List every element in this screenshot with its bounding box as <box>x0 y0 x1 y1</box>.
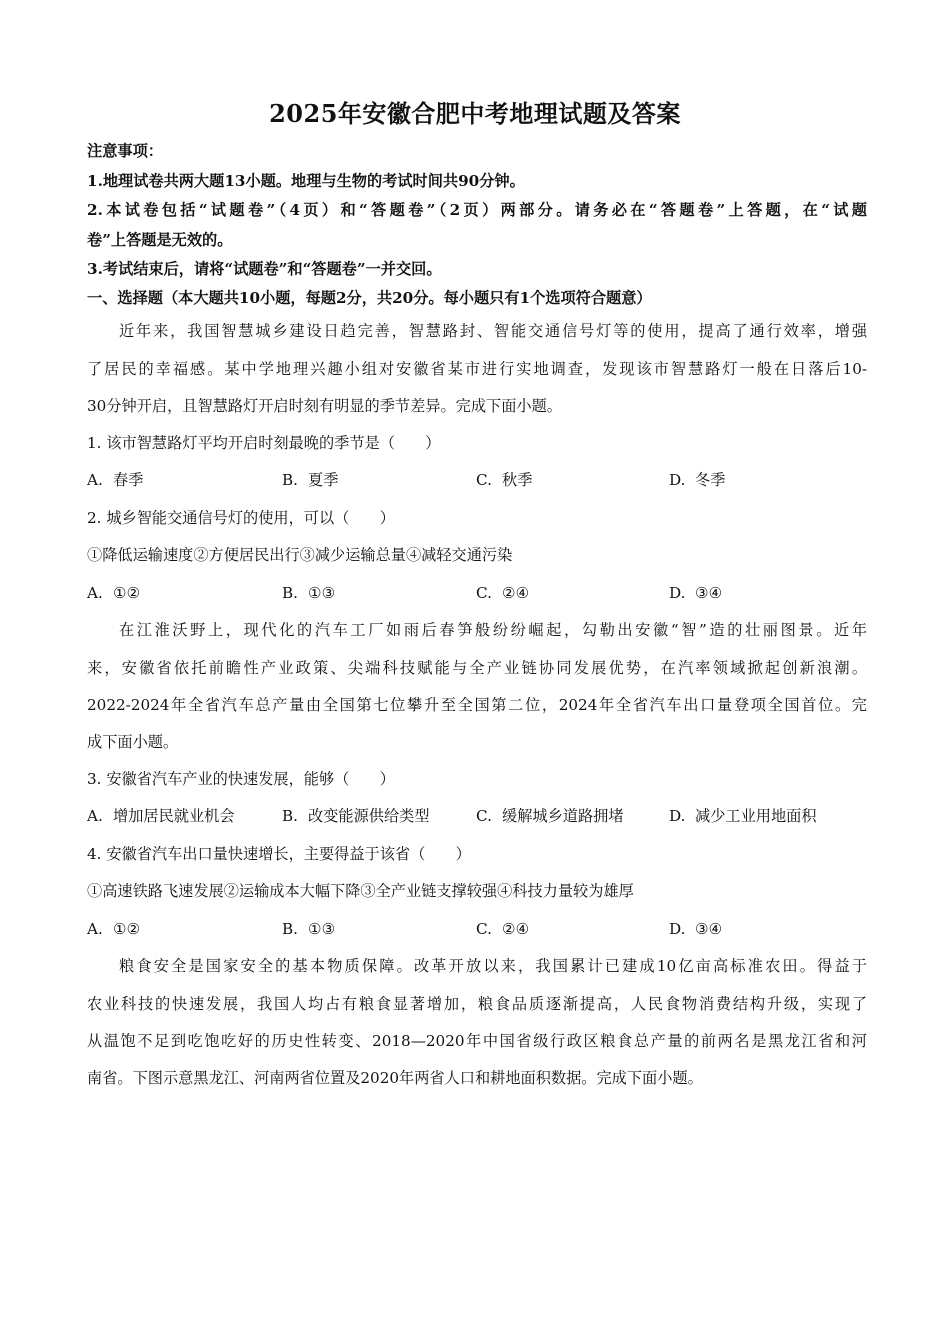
notice-item-2-line-1: 2.本试卷包括“试题卷”（4页）和“答题卷”（2页）两部分。请务必在“答题卷”上答题，在“试题 <box>87 201 867 219</box>
passage-2-line-3: 2022-2024年全省汽车总产量由全国第七位攀升至全国第二位，2024年全省汽车出口量登项全国首位。完 <box>87 696 867 714</box>
option-c: C. 缓解城乡道路拥堵 <box>476 807 624 825</box>
passage-2-line-4: 成下面小题。 <box>87 733 179 751</box>
option-b: B. 夏季 <box>282 471 339 489</box>
option-b: B. 改变能源供给类型 <box>282 807 430 825</box>
question-3-options <box>87 806 867 826</box>
question-1-options <box>87 470 867 490</box>
question-3-stem: 3. 安徽省汽车产业的快速发展，能够（ ） <box>87 770 395 788</box>
question-1-stem: 1. 该市智慧路灯平均开启时刻最晚的季节是（ ） <box>87 434 441 452</box>
option-a: A. 增加居民就业机会 <box>87 807 235 825</box>
question-4-options <box>87 919 867 939</box>
question-4-stem: 4. 安徽省汽车出口量快速增长，主要得益于该省（ ） <box>87 845 471 863</box>
question-2-stem: 2. 城乡智能交通信号灯的使用，可以（ ） <box>87 509 395 527</box>
page-title: 2025年安徽合肥中考地理试题及答案 <box>269 99 681 128</box>
option-d: D. ③④ <box>669 920 723 938</box>
option-d: D. 减少工业用地面积 <box>669 807 817 825</box>
option-c: C. 秋季 <box>476 471 533 489</box>
question-2-options <box>87 583 867 603</box>
option-a: A. ①② <box>87 920 141 938</box>
option-b: B. ①③ <box>282 920 336 938</box>
passage-3-line-2: 农业科技的快速发展，我国人均占有粮食显著增加，粮食品质逐渐提高，人民食物消费结构升级，实现了 <box>87 995 867 1013</box>
passage-3-line-1: 粮食安全是国家安全的基本物质保障。改革开放以来，我国累计已建成10亿亩高标准农田。得益于 <box>119 957 867 975</box>
question-2-statements: ①降低运输速度②方便居民出行③减少运输总量④减轻交通污染 <box>87 546 513 564</box>
notice-heading: 注意事项： <box>87 142 163 160</box>
passage-1-line-2: 了居民的幸福感。某中学地理兴趣小组对安徽省某市进行实地调查，发现该市智慧路灯一般在日落后10- <box>87 360 867 378</box>
passage-2-line-1: 在江淮沃野上，现代化的汽车工厂如雨后春笋般纷纷崛起，勾勒出安徽“智”造的壮丽图景。近年 <box>119 621 867 639</box>
option-a: A. 春季 <box>87 471 144 489</box>
option-b: B. ①③ <box>282 584 336 602</box>
section-heading: 一、选择题（本大题共10小题，每题2分，共20分。每小题只有1个选项符合题意） <box>87 289 652 307</box>
option-c: C. ②④ <box>476 584 530 602</box>
notice-item-1: 1.地理试卷共两大题13小题。地理与生物的考试时间共90分钟。 <box>87 172 525 190</box>
option-d: D. 冬季 <box>669 471 726 489</box>
option-d: D. ③④ <box>669 584 723 602</box>
passage-2-line-2: 来，安徽省依托前瞻性产业政策、尖端科技赋能与全产业链协同发展优势，在汽率领域掀起创新浪潮。 <box>87 659 867 677</box>
question-4-statements: ①高速铁路飞速发展②运输成本大幅下降③全产业链支撑较强④科技力量较为雄厚 <box>87 882 634 900</box>
passage-3-line-4: 南省。下图示意黑龙江、河南两省位置及2020年两省人口和耕地面积数据。完成下面小题。 <box>87 1069 703 1087</box>
passage-3-line-3: 从温饱不足到吃饱吃好的历史性转变、2018—2020年中国省级行政区粮食总产量的前两名是黑龙江省和河 <box>87 1032 867 1050</box>
notice-item-2-line-2: 卷”上答题是无效的。 <box>87 231 233 249</box>
notice-item-3: 3.考试结束后，请将“试题卷”和“答题卷”一并交回。 <box>87 260 442 278</box>
option-a: A. ①② <box>87 584 141 602</box>
option-c: C. ②④ <box>476 920 530 938</box>
passage-1-line-3: 30分钟开启，且智慧路灯开启时刻有明显的季节差异。完成下面小题。 <box>87 397 562 415</box>
passage-1-line-1: 近年来，我国智慧城乡建设日趋完善，智慧路封、智能交通信号灯等的使用，提高了通行效率，增强 <box>119 322 867 340</box>
